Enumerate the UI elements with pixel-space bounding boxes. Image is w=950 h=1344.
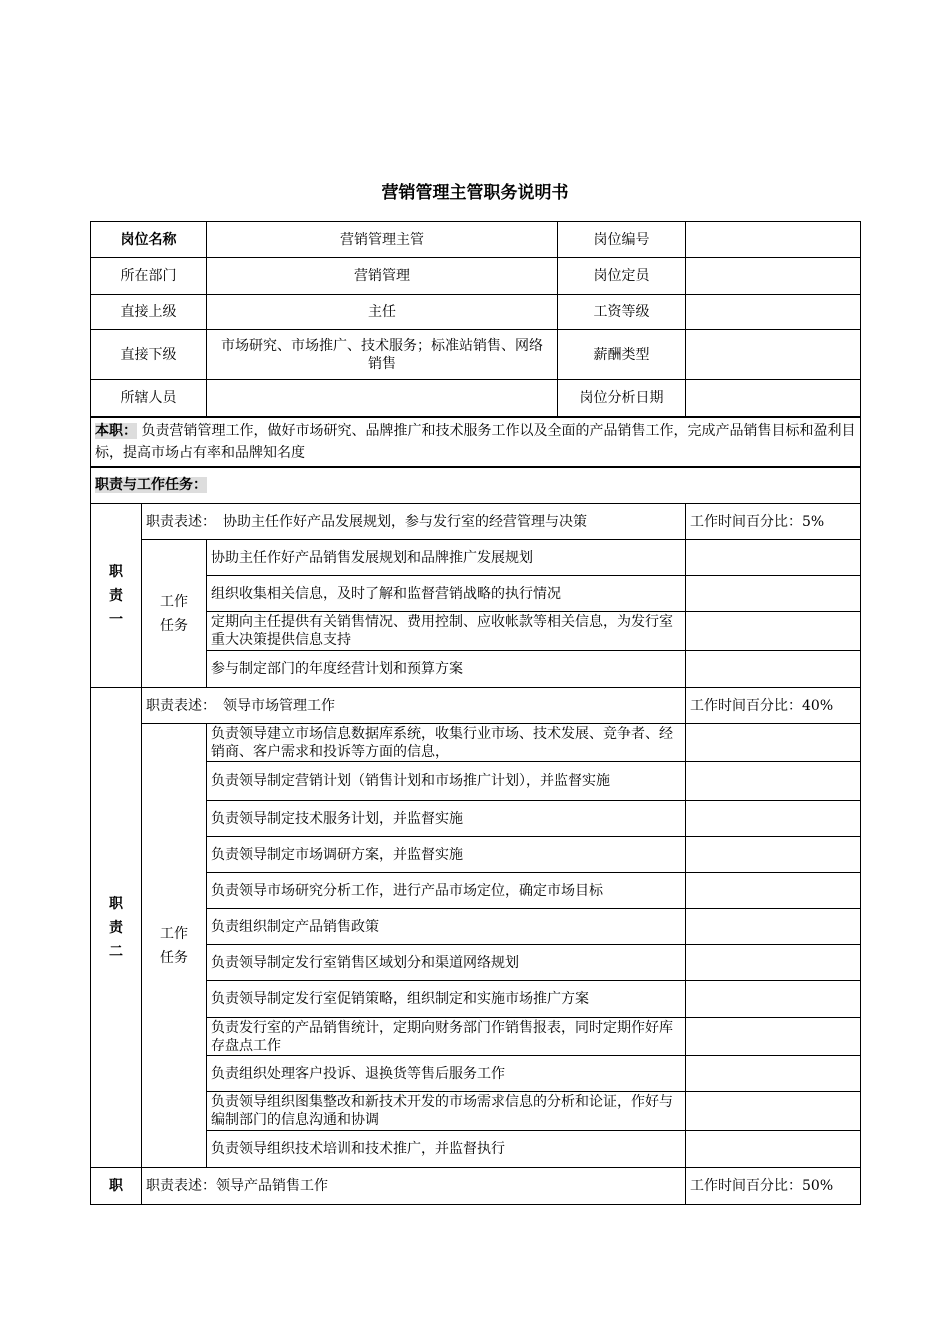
task-blank (686, 724, 861, 762)
duty-label: 职 (91, 1168, 142, 1205)
info-label: 薪酬类型 (558, 330, 686, 380)
info-value: 市场研究、市场推广、技术服务；标准站销售、网络销售 (207, 330, 558, 380)
info-row (91, 330, 861, 380)
task-blank (686, 801, 861, 837)
main-duty-label: 本职： (95, 422, 137, 439)
info-value: 营销管理主管 (207, 222, 558, 258)
info-row (91, 222, 861, 258)
info-row (91, 295, 861, 330)
main-duty-row (91, 417, 861, 467)
main-duty-text: 负责营销管理工作，做好市场研究、品牌推广和技术服务工作以及全面的产品销售工作，完成产品销售目标和盈利目标，提高市场占有率和品牌知名度 (95, 422, 856, 461)
task-item: 负责发行室的产品销售统计，定期向财务部门作销售报表，同时定期作好库存盘点工作 (207, 1018, 686, 1056)
task-label: 工作 任务 (142, 724, 207, 1168)
task-row (91, 651, 861, 688)
info-value: 主任 (207, 295, 558, 330)
duty-desc-row (91, 688, 861, 724)
info-value (686, 330, 861, 380)
task-item: 组织收集相关信息，及时了解和监督营销战略的执行情况 (207, 576, 686, 612)
info-label: 所在部门 (91, 258, 207, 295)
duty-label: 职 责 一 (91, 504, 142, 688)
task-blank (686, 540, 861, 576)
duty-desc: 职责表述： 领导市场管理工作 (142, 688, 686, 724)
task-blank (686, 1131, 861, 1168)
task-blank (686, 1056, 861, 1092)
info-row (91, 258, 861, 295)
info-row (91, 380, 861, 417)
info-value (686, 295, 861, 330)
task-item: 负责组织处理客户投诉、退换货等售后服务工作 (207, 1056, 686, 1092)
task-row (91, 540, 861, 576)
task-blank (686, 1018, 861, 1056)
task-blank (686, 981, 861, 1018)
task-blank (686, 612, 861, 651)
document-title: 营销管理主管职务说明书 (381, 183, 569, 203)
task-blank (686, 909, 861, 945)
info-label: 直接下级 (91, 330, 207, 380)
task-item: 定期向主任提供有关销售情况、费用控制、应收帐款等相关信息，为发行室重大决策提供信息支持 (207, 612, 686, 651)
duty-desc: 职责表述：领导产品销售工作 (142, 1168, 686, 1205)
task-item: 负责领导制定市场调研方案，并监督实施 (207, 837, 686, 873)
tasks-header-row (91, 467, 861, 504)
task-row (91, 873, 861, 909)
task-item: 负责领导制定营销计划（销售计划和市场推广计划），并监督实施 (207, 762, 686, 801)
info-label: 工资等级 (558, 295, 686, 330)
info-value (686, 380, 861, 417)
info-label: 岗位分析日期 (558, 380, 686, 417)
task-item: 负责领导制定技术服务计划，并监督实施 (207, 801, 686, 837)
duty-desc: 职责表述： 协助主任作好产品发展规划，参与发行室的经营管理与决策 (142, 504, 686, 540)
info-label: 岗位编号 (558, 222, 686, 258)
task-row (91, 981, 861, 1018)
task-item: 协助主任作好产品销售发展规划和品牌推广发展规划 (207, 540, 686, 576)
task-row (91, 612, 861, 651)
task-row (91, 1131, 861, 1168)
info-value (207, 380, 558, 417)
task-blank (686, 945, 861, 981)
task-item: 负责领导制定发行室销售区域划分和渠道网络规划 (207, 945, 686, 981)
duty-time: 工作时间百分比：5% (686, 504, 861, 540)
duty-label: 职 责 二 (91, 688, 142, 1168)
task-row (91, 1092, 861, 1131)
job-description-table (90, 221, 861, 1205)
task-blank (686, 873, 861, 909)
task-item: 参与制定部门的年度经营计划和预算方案 (207, 651, 686, 688)
duty-desc-row (91, 1168, 861, 1205)
info-label: 岗位定员 (558, 258, 686, 295)
task-row (91, 1056, 861, 1092)
task-row (91, 837, 861, 873)
duty-time: 工作时间百分比：40% (686, 688, 861, 724)
task-row (91, 1018, 861, 1056)
task-item: 负责领导建立市场信息数据库系统，收集行业市场、技术发展、竞争者、经销商、客户需求和投诉等方面的信息， (207, 724, 686, 762)
task-item: 负责领导组织图集整改和新技术开发的市场需求信息的分析和论证，作好与编制部门的信息沟通和协调 (207, 1092, 686, 1131)
task-blank (686, 837, 861, 873)
task-item: 负责领导制定发行室促销策略，组织制定和实施市场推广方案 (207, 981, 686, 1018)
info-label: 所辖人员 (91, 380, 207, 417)
task-row (91, 762, 861, 801)
tasks-header-cell (91, 467, 861, 504)
task-blank (686, 1092, 861, 1131)
task-item: 负责组织制定产品销售政策 (207, 909, 686, 945)
duty-time: 工作时间百分比：50% (686, 1168, 861, 1205)
task-row (91, 724, 861, 762)
info-value (686, 258, 861, 295)
task-row (91, 909, 861, 945)
task-item: 负责领导组织技术培训和技术推广，并监督执行 (207, 1131, 686, 1168)
tasks-header: 职责与工作任务： (95, 477, 207, 494)
task-item: 负责领导市场研究分析工作，进行产品市场定位，确定市场目标 (207, 873, 686, 909)
duty-desc-row (91, 504, 861, 540)
task-blank (686, 651, 861, 688)
task-label: 工作 任务 (142, 540, 207, 688)
info-label: 直接上级 (91, 295, 207, 330)
info-label: 岗位名称 (91, 222, 207, 258)
task-row (91, 801, 861, 837)
task-row (91, 945, 861, 981)
task-blank (686, 576, 861, 612)
task-blank (686, 762, 861, 801)
info-value: 营销管理 (207, 258, 558, 295)
task-row (91, 576, 861, 612)
main-duty-cell (91, 417, 861, 467)
info-value (686, 222, 861, 258)
